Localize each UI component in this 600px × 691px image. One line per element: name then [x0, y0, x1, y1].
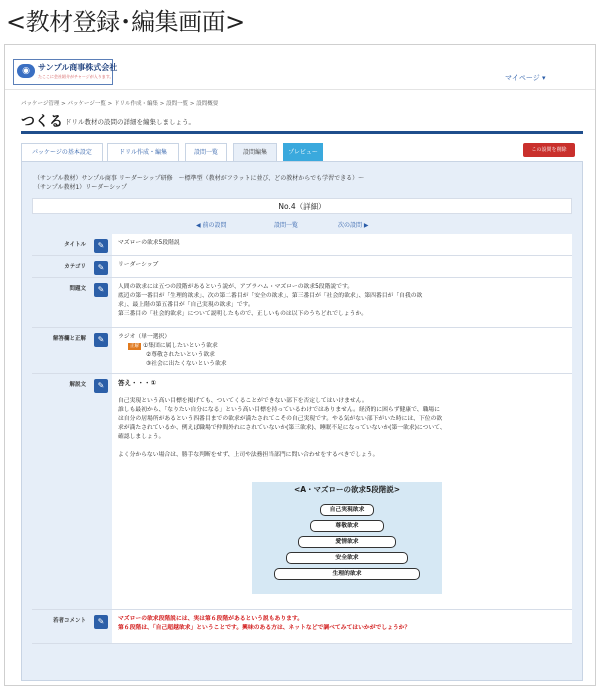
field-label: タイトル — [32, 234, 90, 255]
tab-drill-edit[interactable]: ドリル作成・編集 — [107, 143, 179, 161]
comment-line: 第６段階は、「自己超越欲求」ということです。興味のある方は、ネットなどで調べてみてはいかがでしょうか？ — [118, 625, 411, 631]
field-label: 解説文 — [32, 374, 90, 609]
mypage-menu[interactable]: マイページ ▾ — [505, 74, 546, 82]
page-subtitle: ドリル教材の設問の詳細を編集しましょう。 — [65, 118, 195, 126]
field-label: 問題文 — [32, 278, 90, 327]
field-row-comment — [32, 610, 572, 644]
choice-item: ③社会に出たくないという欲求 — [146, 361, 227, 367]
question-line: 求」、最上階の第五番目が「自己実現の欲求」です。 — [118, 302, 254, 308]
maslow-pyramid-figure — [252, 482, 442, 594]
tab-preview[interactable]: プレビュー — [283, 143, 323, 161]
field-row-title — [32, 234, 572, 256]
question-list-link[interactable]: 設問一覧 — [274, 222, 299, 229]
choice-item: 正解 ①集団に属したいという欲求 — [130, 343, 218, 349]
question-line: 底辺の第一番目が「生理的欲求」、次の第二番目が「安全の欲求」、第三番目が「社会的欲求」、第四番目が「自我の欲 — [118, 293, 423, 299]
header-divider — [5, 89, 595, 90]
pyramid-tier: 生理的欲求 — [274, 568, 420, 580]
question-text — [112, 278, 572, 327]
field-label: 解答欄と正解 — [32, 328, 90, 373]
choice-type: ラジオ（単一選択） — [118, 334, 171, 340]
tab-question-edit[interactable]: 設問編集 — [233, 143, 277, 161]
pyramid-tier: 愛情欲求 — [298, 536, 396, 548]
comment-content — [112, 610, 572, 643]
next-question-link[interactable]: 次の設問 ▶ — [338, 222, 369, 229]
pencil-icon[interactable]: ✎ — [94, 379, 108, 393]
choice-item: ②尊敬されたいという欲求 — [146, 352, 215, 358]
tab-package-settings[interactable]: パッケージの基本設定 — [21, 143, 103, 161]
course-line-1: （サンプル教材）サンプル商事 リーダーシップ研修 〜標準型（教材がフラットに並び、どの教材からでも学習できる）〜 — [34, 175, 365, 182]
field-row-question — [32, 278, 572, 328]
category-value: リーダーシップ — [112, 256, 572, 277]
pencil-icon[interactable]: ✎ — [94, 261, 108, 275]
tab-bar — [21, 143, 583, 161]
company-logo[interactable] — [13, 59, 118, 85]
explanation-content — [112, 374, 572, 609]
breadcrumb[interactable]: パッケージ管理 > パッケージ一覧 > ドリル作成・編集 > 設問一覧 > 設問概要 — [21, 101, 219, 107]
pencil-icon[interactable]: ✎ — [94, 615, 108, 629]
tab-question-list[interactable]: 設問一覧 — [185, 143, 227, 161]
page-caption: <教材登録･編集画面> — [6, 8, 245, 36]
field-row-category — [32, 256, 572, 278]
page-title: つくる — [21, 114, 63, 130]
pencil-icon[interactable]: ✎ — [94, 333, 108, 347]
field-label: カテゴリ — [32, 256, 90, 277]
field-label: 若者コメント — [32, 610, 90, 643]
choices-content — [112, 328, 572, 373]
question-number: No.4（詳細） — [32, 198, 572, 214]
correct-badge: 正解 — [130, 344, 139, 349]
course-info — [34, 174, 364, 192]
pencil-icon[interactable]: ✎ — [94, 283, 108, 297]
pyramid-tier: 安全欲求 — [286, 552, 408, 564]
pyramid-tier: 自己実現欲求 — [320, 504, 374, 516]
question-line: 第三番目の「社会的欲求」について説明したもので、正しいものは以下のうちどれでしょうか。 — [118, 311, 368, 317]
logo-tagline: たここに会社紹介がチャージが入ります。 — [38, 74, 114, 79]
explain-line: 自己実現という高い目標を掲げても、ついてくることができない部下を否定してはいけません。 — [118, 398, 368, 404]
explain-line: 誰しも最初から、「なりたい自分になる」という高い目標を持っているわけではありません。経済的に困らず健康で、職場に — [118, 407, 440, 413]
explain-line: よく分からない場合は、勝手な判断をせず、上司や法務担当部門に問い合わせをするべきでしょう。 — [118, 452, 379, 458]
title-value: マズローの欲求5段階説 — [112, 234, 572, 255]
app-window — [4, 44, 596, 686]
logo-name: サンプル商事株式会社 — [38, 63, 118, 72]
question-line: 人間の欲求には五つの段階があるという説が、アブラハム・マズローの欲求5段階説です。 — [118, 284, 354, 290]
delete-question-button[interactable]: この設問を削除 — [523, 143, 575, 157]
field-row-explanation — [32, 374, 572, 610]
explain-line: は自分の居場所があるという四番目までの欲求が満たされてこその自己実現です。やる気がない部下がいた時には、下位の欲 — [118, 416, 443, 422]
pyramid-tier: 尊敬欲求 — [310, 520, 384, 532]
pencil-icon[interactable]: ✎ — [94, 239, 108, 253]
comment-line: マズローの欲求段階説には、実は第６段階があるという説もあります。 — [118, 616, 304, 622]
edit-panel — [21, 161, 583, 681]
answer-line: 答え・・・① — [118, 379, 157, 387]
pyramid-title: <A・マズローの欲求5段階説> — [293, 485, 401, 494]
logo-mark-icon: ◉ — [17, 64, 35, 78]
explain-line: 確認しましょう。 — [118, 434, 165, 440]
course-line-2: （サンプル教材1）リーダーシップ — [34, 184, 128, 191]
explain-line: 求が満たされているか、例えば職場で仲間外れにされていないか(第三欲求)、睡眠不足になっていないか(第一欲求)について、 — [118, 425, 446, 431]
field-row-choices — [32, 328, 572, 374]
prev-question-link[interactable]: ◀ 前の設問 — [196, 222, 227, 229]
title-rule — [21, 131, 583, 134]
